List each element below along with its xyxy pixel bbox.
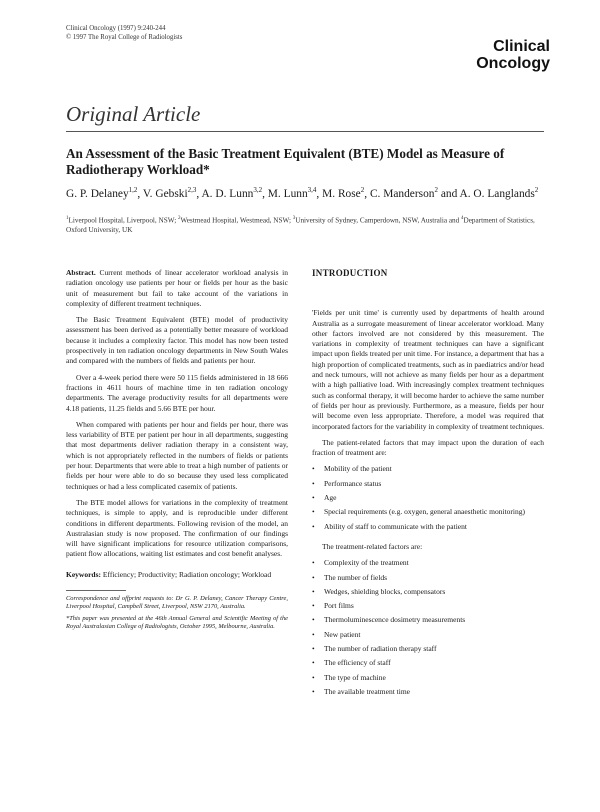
affil-sup: 1 bbox=[66, 216, 69, 221]
author: A. D. Lunn bbox=[201, 187, 254, 200]
list-item bbox=[312, 630, 544, 640]
affil-sup: 2 bbox=[178, 216, 181, 221]
introduction-column bbox=[312, 268, 544, 707]
list-item bbox=[312, 479, 544, 489]
list-item-text: Performance status bbox=[324, 478, 382, 488]
bullet-icon: • bbox=[312, 644, 315, 654]
journal-logo bbox=[476, 38, 550, 72]
list-item bbox=[312, 601, 544, 611]
list-item bbox=[312, 615, 544, 625]
presentation-note: *This paper was presented at the 46th Annual General and Scientific Meeting of the Royal Australasian College of Radiologists, October 1995, Melbourne, Australia. bbox=[66, 614, 288, 630]
affiliation: Liverpool Hospital, Liverpool, NSW; bbox=[68, 216, 179, 225]
intro-paragraph: The patient-related factors that may impact upon the duration of each fraction of treatment are: bbox=[312, 437, 544, 458]
bullet-icon: • bbox=[312, 493, 315, 503]
bullet-icon: • bbox=[312, 686, 315, 696]
patient-factors-list bbox=[312, 464, 544, 531]
list-item-text: Wedges, shielding blocks, compensators bbox=[324, 586, 446, 596]
list-item bbox=[312, 658, 544, 668]
list-item-text: The type of machine bbox=[324, 672, 386, 682]
bullet-icon: • bbox=[312, 464, 315, 474]
header-divider bbox=[66, 131, 544, 132]
author-sup: 2,3 bbox=[187, 186, 197, 194]
article-title: An Assessment of the Basic Treatment Equivalent (BTE) Model as Measure of Radiotherapy Workload* bbox=[66, 146, 505, 177]
list-item-text: Ability of staff to communicate with the patient bbox=[324, 521, 467, 531]
intro-paragraph: 'Fields per unit time' is currently used by departments of health around Australia as a surrogate measurement of linear accelerator workload. Many other factors involved are not considered by this measurement. The variations in complexity of treatment techniques can have a significant impact upon fields treated per unit time. For instance, a department that has a high proportion of complicated treatments, such as in paediatrics and/or head and neck tumours, will not achieve as many fields per hour as a department with a high palliative load. With increasingly complex treatment techniques such as conformal therapy, it will become harder to achieve the same number of fields per hour as previously. Furthermore, as a measure, fields per hour will become even less appropriate. Therefore, a model was required that incorporated factors for the variability in complexity of treatment techniques. bbox=[312, 308, 545, 431]
list-item-text: New patient bbox=[324, 629, 361, 639]
list-item bbox=[312, 493, 544, 503]
author: C. Manderson bbox=[369, 187, 435, 200]
list-item-text: The number of fields bbox=[324, 572, 388, 582]
list-item bbox=[312, 673, 544, 683]
bullet-icon: • bbox=[312, 507, 315, 517]
author-sup: 2 bbox=[434, 186, 438, 194]
author-sup: 1,2 bbox=[128, 186, 138, 194]
bullet-icon: • bbox=[312, 658, 315, 668]
affil-sup: 3 bbox=[292, 216, 296, 221]
bullet-icon: • bbox=[312, 629, 315, 639]
bullet-icon: • bbox=[312, 586, 315, 596]
abstract-paragraph: When compared with patients per hour and fields per hour, there was less variability of BTE per patient per hour in all departments, suggesting that most departments deliver radiation therapy in a consistent way, which is not appropriately reflected in the numbers of fields or patients per hour. Departments that were able to treat a high number of patients or fields per hour were able to do so because they used less complicated techniques or had a less complicated casemix of patients. bbox=[66, 419, 288, 491]
affil-sup: 4 bbox=[461, 216, 464, 221]
intro-paragraph: The treatment-related factors are: bbox=[322, 541, 423, 551]
list-item bbox=[312, 507, 544, 517]
author-sup: 2 bbox=[534, 186, 539, 194]
section-label: Original Article bbox=[66, 102, 201, 126]
list-item bbox=[312, 558, 544, 568]
author-sup: 3,4 bbox=[307, 186, 317, 194]
list-item-text: The number of radiation therapy staff bbox=[324, 644, 437, 654]
journal-copyright: © 1997 The Royal College of Radiologists bbox=[66, 34, 183, 41]
list-item bbox=[312, 522, 544, 532]
journal-citation: Clinical Oncology (1997) 9:240-244 bbox=[66, 25, 166, 32]
list-item bbox=[312, 573, 544, 583]
bullet-icon: • bbox=[312, 572, 315, 582]
bullet-icon: • bbox=[312, 672, 315, 682]
author: A. O. Langlands bbox=[459, 187, 535, 200]
list-item-text: Port films bbox=[324, 601, 354, 611]
list-item bbox=[312, 587, 544, 597]
list-item-text: Mobility of the patient bbox=[324, 464, 392, 474]
list-item bbox=[312, 687, 544, 697]
bullet-icon: • bbox=[312, 478, 315, 488]
abstract-paragraph: Over a 4-week period there were 50 115 fields administered in 18 666 fractions in 4611 hours of machine time in ten radiation oncology departments. The average productivity results for all departments were 4.18 patients, 11.25 fields and 5.66 BTE per hour. bbox=[66, 372, 288, 413]
abstract-paragraph: The BTE model allows for variations in the complexity of treatment techniques, is simple to apply, and is reproducible under different conditions in different departments. Following revision of the model, an Australasian study is now proposed. The confirmation of our findings will have significant implications for resource utilization comparisons, patient flow allocations, waiting list estimates and cost benefit analyses. bbox=[66, 497, 288, 559]
abstract-column bbox=[66, 268, 288, 634]
abstract-paragraph bbox=[66, 268, 288, 309]
author: M. Rose bbox=[322, 187, 361, 200]
list-item-text: Thermoluminescence dosimetry measurements bbox=[324, 615, 466, 625]
list-item-text: The efficiency of staff bbox=[324, 658, 391, 668]
author-sup: 2 bbox=[360, 186, 365, 194]
list-item-text: Special requirements (e.g. oxygen, general anaesthetic monitoring) bbox=[324, 507, 525, 517]
author: M. Lunn bbox=[267, 187, 308, 200]
list-item-text: Age bbox=[324, 493, 337, 503]
list-item-text: The available treatment time bbox=[324, 686, 411, 696]
keywords-label: Keywords: bbox=[66, 569, 101, 579]
list-item bbox=[312, 464, 544, 474]
abstract-paragraph: The Basic Treatment Equivalent (BTE) model of productivity assessment has been derived as a potentially better measure of workload because it includes a complexity factor. This model has now been tested prospectively in ten radiation oncology departments in New South Wales and compared with the numbers of fields and patients per hour. bbox=[66, 315, 288, 366]
list-item-text: Complexity of the treatment bbox=[324, 558, 409, 568]
journal-logo-line1: Clinical bbox=[493, 38, 550, 55]
author-list: G. P. Delaney$^{1,2}$, V. Gebski$^{2,3}$, A. D. Lunn$^{3,2}$, M. Lunn$^{3,4}$, M. Rose$^2$, C. Manderson$^2$ and A. O. Langlands$^2$ bbox=[66, 186, 539, 200]
correspondence-note: Correspondence and offprint requests to: Dr G. P. Delaney, Cancer Therapy Centre, Liverpool Hospital, Campbell Street, Liverpool, NSW 2170, Australia. bbox=[66, 595, 288, 611]
journal-logo-line2: Oncology bbox=[476, 55, 550, 72]
bullet-icon: • bbox=[312, 521, 315, 531]
affiliation: Westmead Hospital, Westmead, NSW; bbox=[180, 216, 293, 225]
abstract-label: Abstract. bbox=[66, 268, 96, 277]
footnote-divider bbox=[66, 590, 126, 591]
author-sup: 3,2 bbox=[253, 186, 263, 194]
author: V. Gebski bbox=[142, 187, 188, 200]
affiliation: University of Sydney, Camperdown, NSW, Australia and bbox=[295, 216, 462, 225]
keywords bbox=[66, 570, 288, 580]
keywords-text: Efficiency; Productivity; Radiation oncology; Workload bbox=[102, 569, 272, 579]
bullet-icon: • bbox=[312, 558, 315, 568]
list-item bbox=[312, 644, 544, 654]
journal-citation-block bbox=[66, 24, 182, 42]
bullet-icon: • bbox=[312, 615, 315, 625]
abstract-text: Current methods of linear accelerator workload analysis in radiation oncology use patients per hour or fields per hour as the basic unit of measurement but fail to take account of the variations in complexity of different treatment techniques. bbox=[66, 268, 288, 308]
introduction-heading: INTRODUCTION bbox=[312, 268, 388, 278]
treatment-factors-list bbox=[312, 558, 544, 697]
bullet-icon: • bbox=[312, 601, 315, 611]
author: G. P. Delaney bbox=[66, 187, 129, 200]
affiliations bbox=[66, 214, 544, 235]
affiliation: Department of Statistics, Oxford University, UK bbox=[66, 216, 535, 235]
